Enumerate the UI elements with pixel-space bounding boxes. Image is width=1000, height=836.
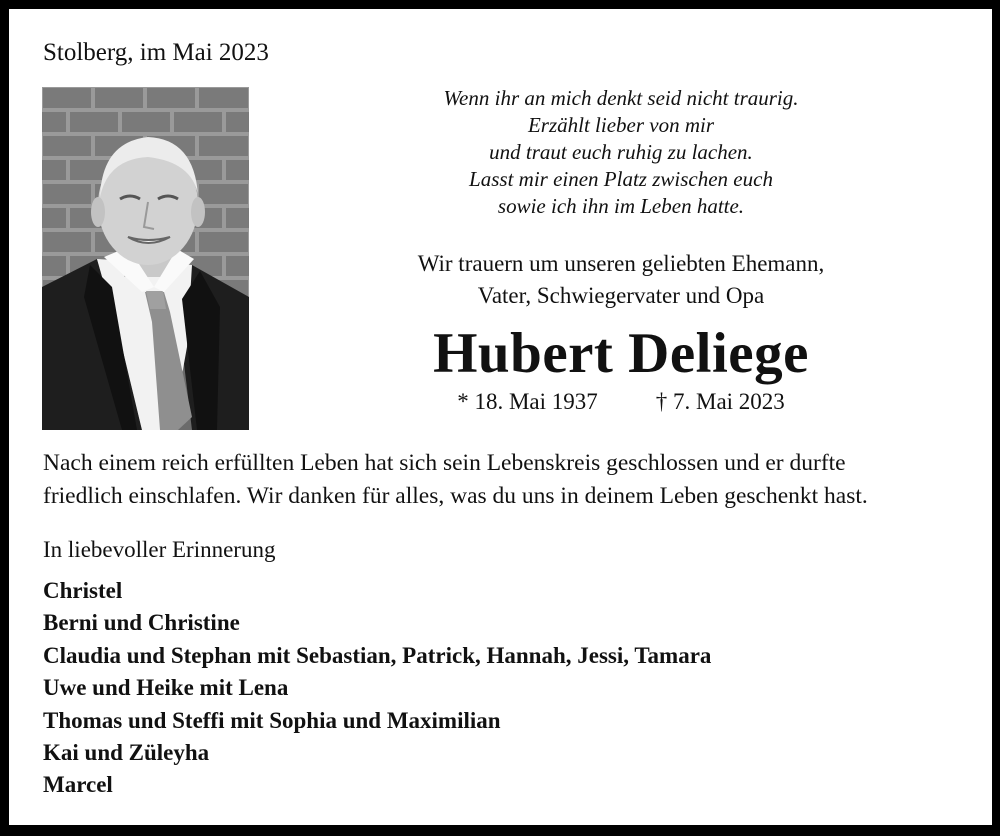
mourner-entry: Christel xyxy=(43,578,123,603)
intro-line: Wir trauern um unseren geliebten Ehemann, xyxy=(417,251,825,276)
life-dates xyxy=(309,389,933,415)
intro-line: Vater, Schwiegervater und Opa xyxy=(477,283,765,308)
death-date: † 7. Mai 2023 xyxy=(655,389,785,414)
poem-line: sowie ich ihn im Leben hatte. xyxy=(497,194,745,218)
poem-line: und traut euch ruhig zu lachen. xyxy=(489,140,753,164)
mourner-entry: Berni und Christine xyxy=(43,610,240,636)
mourner-entry: Kai und Züleyha xyxy=(43,740,210,766)
poem-line: Wenn ihr an mich denkt seid nicht traurig. xyxy=(443,86,799,110)
mourner-entry: Thomas und Steffi mit Sophia und Maximilian xyxy=(43,707,501,733)
place-date: Stolberg, im Mai 2023 xyxy=(43,39,269,66)
poem-line: Erzählt lieber von mir xyxy=(527,113,715,137)
obituary-card xyxy=(9,9,992,825)
body-line: friedlich einschlafen. Wir danken für alles, was du uns in deinem Leben geschenkt hast. xyxy=(43,483,868,509)
mourning-intro xyxy=(309,248,933,312)
body-line: Nach einem reich erfüllten Leben hat sich sein Lebenskreis geschlossen und er durfte xyxy=(43,450,846,476)
poem-line: Lasst mir einen Platz zwischen euch xyxy=(469,167,773,191)
body-text xyxy=(43,447,973,513)
portrait-photo xyxy=(42,87,249,430)
mourner-entry: Marcel xyxy=(43,772,113,798)
deceased-name: Hubert Deliege xyxy=(433,322,809,385)
mourner-entry: Claudia und Stephan mit Sebastian, Patrick, Hannah, Jessi, Tamara xyxy=(43,642,712,668)
closing-phrase: In liebevoller Erinnerung xyxy=(43,537,276,562)
mourners-list xyxy=(43,575,711,802)
poem xyxy=(309,85,933,220)
birth-date: * 18. Mai 1937 xyxy=(457,389,598,414)
mourner-entry: Uwe und Heike mit Lena xyxy=(43,675,289,701)
